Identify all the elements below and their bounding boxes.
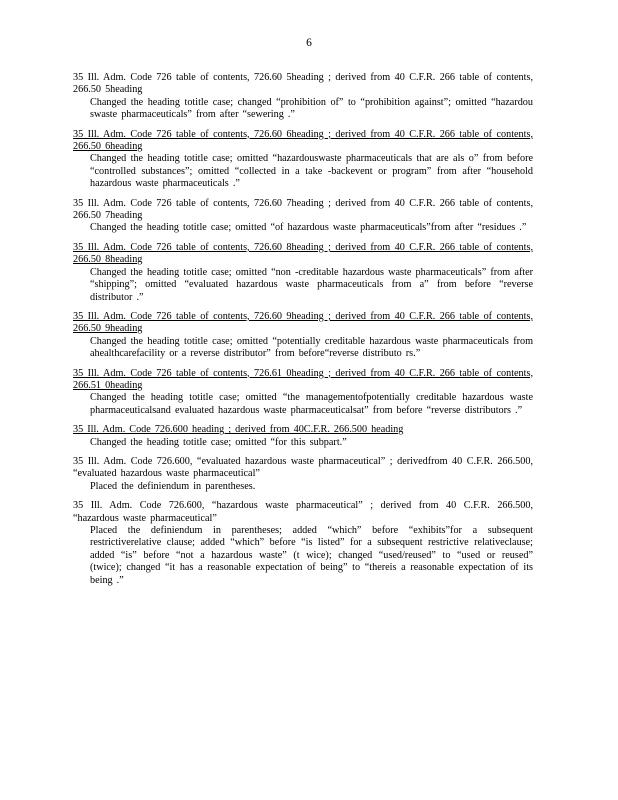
entry (73, 368, 533, 418)
entry (73, 198, 533, 235)
entry-citation: 35 Ill. Adm. Code 726 table of contents, 726.60 9heading ; derived from 40 C.F.R. 266 table of contents, 266.50 9heading (73, 310, 533, 335)
entry-citation: 35 Ill. Adm. Code 726 table of contents, 726.60 7heading ; derived from 40 C.F.R. 266 table of contents, 266.50 7heading (73, 197, 533, 222)
entry-citation: 35 Ill. Adm. Code 726.600 heading ; derived from 40C.F.R. 266.500 heading (73, 424, 404, 436)
entry-note: Changed the heading totitle case; omitted “non -creditable hazardous waste pharmaceuticals” from after “shipping”; omitted “evaluated hazardous waste pharmaceuticals from a” from before “reverse distributor .” (90, 266, 533, 303)
entry (73, 129, 533, 191)
entry-citation: 35 Ill. Adm. Code 726.600, “evaluated hazardous waste pharmaceutical” ; derivedfrom 40 C.F.R. 266.500, “evaluated hazardous waste pharmaceutical” (73, 455, 533, 480)
entry-note: Changed the heading totitle case; omitted “the managementofpotentially creditable hazardous waste pharmaceuticalsand evaluated hazardous waste pharmaceuticalsat” from before “reverse distributors .” (90, 392, 533, 416)
entry-note: Changed the heading totitle case; changed “prohibition of” to “prohibition against”; omitted “hazardou swaste pharmaceuticals” from after “sewering .” (90, 96, 533, 121)
entry (73, 500, 533, 587)
entry-citation: 35 Ill. Adm. Code 726.600, “hazardous waste pharmaceutical” ; derived from 40 C.F.R. 266.500, “hazardous waste pharmaceutical” (73, 500, 533, 524)
entry (73, 456, 533, 493)
entries-list (73, 72, 533, 594)
entry-note: Placed the definiendum in parentheses. (90, 480, 256, 492)
entry-note: Changed the heading totitle case; omitted “of hazardous waste pharmaceuticals”from after “residues .” (90, 222, 527, 234)
entry-citation: 35 Ill. Adm. Code 726 table of contents, 726.61 0heading ; derived from 40 C.F.R. 266 table of contents, 266.51 0heading (73, 367, 533, 391)
entry (73, 424, 533, 449)
entry-note: Placed the definiendum in parentheses; added “which” before “exhibits”for a subsequent restrictiverelative clause; added “which” before “is listed” for a subsequent restrictive relativeclause; added “is” before “not a hazardous waste” (t wice); changed “used/reused” to “used or reused” (twice); changed “it has a reasonable expectation of being” to “thereis a reasonable expectation of its being .” (90, 525, 533, 586)
entry (73, 311, 533, 361)
entry-citation: 35 Ill. Adm. Code 726 table of contents, 726.60 6heading ; derived from 40 C.F.R. 266 table of contents, 266.50 6heading (73, 128, 533, 153)
entry (73, 72, 533, 122)
entry-note: Changed the heading totitle case; omitted “for this subpart.” (90, 436, 347, 448)
entry-note: Changed the heading totitle case; omitted “potentially creditable hazardous waste pharmaceuticals from ahealthcarefacility or a reverse distributor” from before“reverse distributo rs.” (90, 335, 533, 360)
entry-citation: 35 Ill. Adm. Code 726 table of contents, 726.60 5heading ; derived from 40 C.F.R. 266 table of contents, 266.50 5heading (73, 72, 533, 96)
page-number: 6 (306, 37, 312, 49)
entry-citation: 35 Ill. Adm. Code 726 table of contents, 726.60 8heading ; derived from 40 C.F.R. 266 table of contents, 266.50 8heading (73, 241, 533, 266)
entry (73, 242, 533, 304)
entry-note: Changed the heading totitle case; omitted “hazardouswaste pharmaceuticals that are als o” from before “controlled substances”; omitted “collected in a take -backevent or program” from after “household hazardous waste pharmaceuticals .” (90, 153, 533, 190)
